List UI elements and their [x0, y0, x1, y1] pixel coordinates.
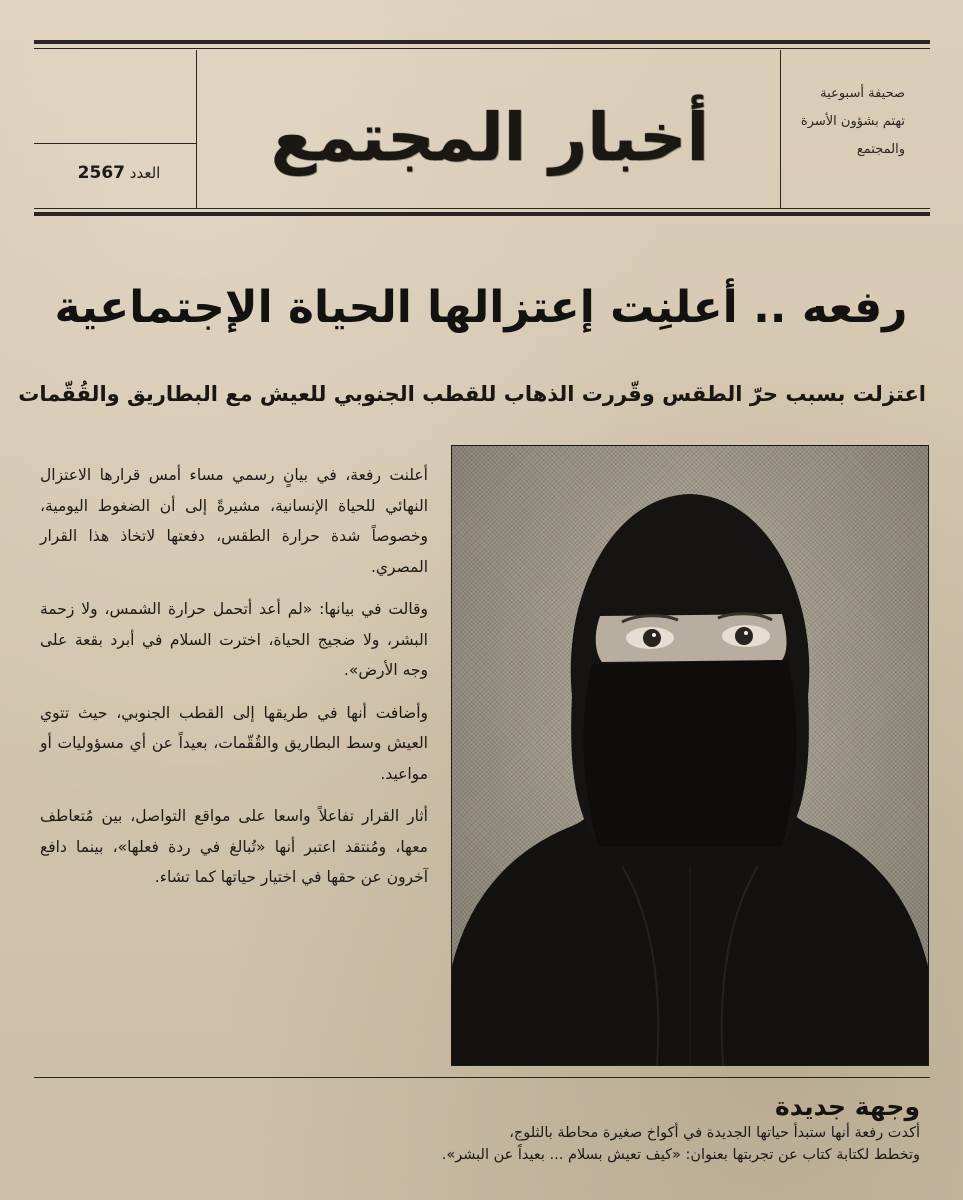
- bottom-section-title: وجهة جديدة: [775, 1092, 920, 1121]
- masthead-tagline: [787, 80, 905, 164]
- article-headline: رفعه .. أعلنِت إعتزالها الحياة الإجتماعية: [54, 282, 908, 333]
- issue-label: العدد: [129, 164, 161, 182]
- masthead-bottom-rule: [34, 212, 930, 216]
- article-paragraph: وقالت في بيانها: «لم أعد أتحمل حرارة الشمس، ولا زحمة البشر، ولا ضجيج الحياة، اخترت السلام في أبرد بقعة على وجه الأرض».: [40, 600, 428, 679]
- masthead-bottom-rule-thin: [34, 208, 930, 209]
- masthead-divider-right: [780, 50, 781, 208]
- article-paragraph: وأضافت أنها في طريقها إلى القطب الجنوبي، حيث تتوي العيش وسط البطاريق والقُقّمات، بعيداً عن أي مسؤوليات أو مواعيد.: [40, 703, 428, 783]
- article-body: [40, 460, 428, 905]
- masthead-divider-left: [196, 50, 197, 208]
- tagline-line-3: والمجتمع: [856, 142, 905, 157]
- issue-number: [44, 158, 194, 188]
- bottom-line-1: أكدت رفعة أنها ستبدأ حياتها الجديدة في أكواخ صغيرة محاطة بالثلوج،: [509, 1125, 920, 1141]
- masthead-top-rule: [34, 40, 930, 44]
- article-paragraph: أثار القرار تفاعلاً واسعا على مواقع التواصل، بين مُتعاطف معها، ومُنتقد اعتبر أنها «تُبالغ في ردة فعلها»، بينما دافع آخرون عن حقها في اختيار حياتها كما تشاء.: [40, 807, 428, 886]
- article-paragraph: أعلنت رفعة، في بيانٍ رسمي مساء أمس قرارها الاعتزال النهائي للحياة الإنسانية، مشيرةً إلى أن الضغوط اليومية، وخصوصاً شدة حرارة الطقس، دفعتها لاتخاذ هذا القرار المصري.: [40, 466, 428, 576]
- article-photo: [451, 445, 929, 1066]
- newspaper-title: أخبار المجتمع: [270, 99, 710, 176]
- bottom-section-rule: [34, 1077, 930, 1078]
- masthead-top-rule-thin: [34, 48, 930, 49]
- bottom-line-2: وتخطط لكتابة كتاب عن تجربتها بعنوان: «كيف تعيش بسلام ... بعيداً عن البشر».: [441, 1147, 920, 1163]
- issue-value: 2567: [77, 163, 125, 183]
- tagline-line-1: صحيفة أسبوعية: [820, 86, 905, 101]
- bottom-section-text: [40, 1122, 920, 1166]
- article-subheadline: اعتزلت بسبب حرّ الطقس وقّررت الذهاب للقطب الجنوبي للعيش مع البطاريق والقُقّمات: [18, 382, 926, 406]
- tagline-line-2: تهتم بشؤون الأسرة: [800, 114, 905, 129]
- veiled-woman-illustration: [452, 446, 928, 1065]
- issue-rule: [34, 143, 196, 144]
